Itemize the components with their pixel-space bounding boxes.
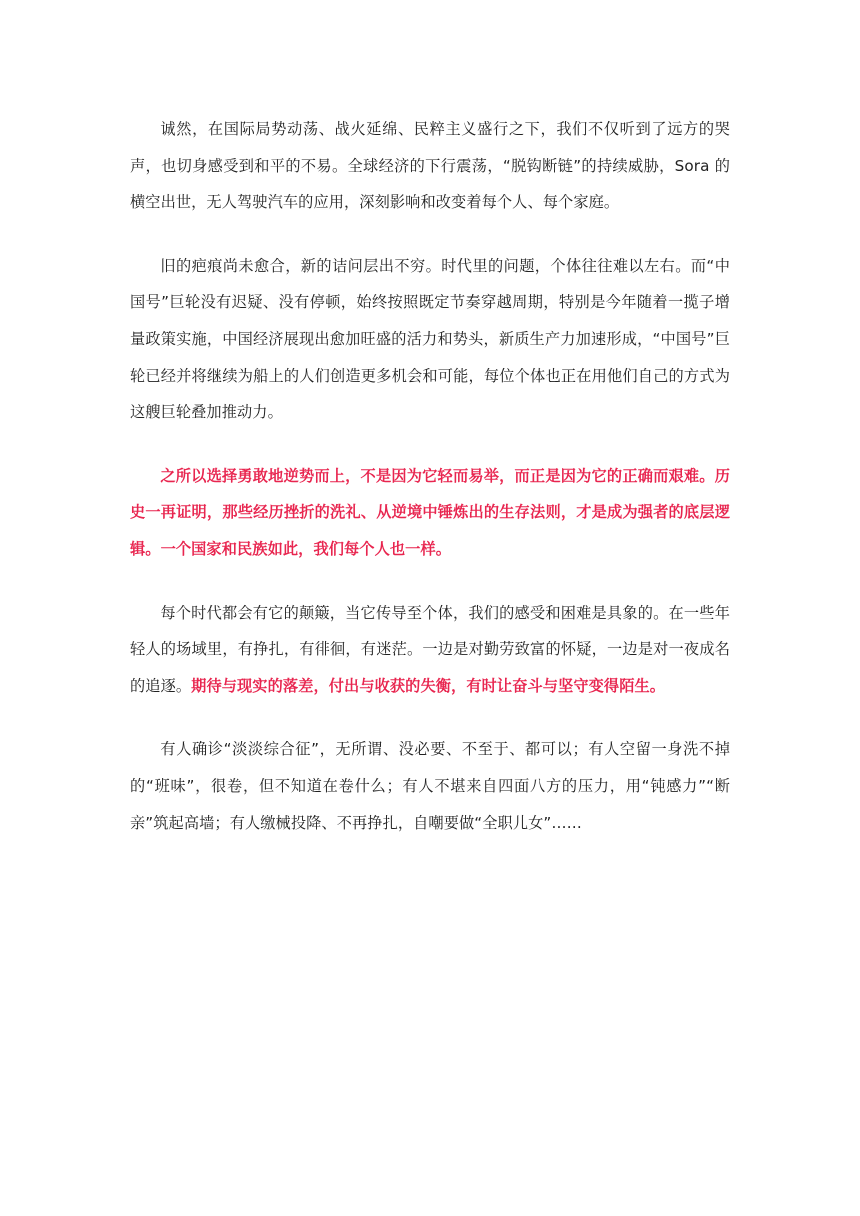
paragraph-5-text: 有人确诊“淡淡综合征”，无所谓、没必要、不至于、都可以；有人空留一身洗不掉的“班味”，很卷，但不知道在卷什么；有人不堪来自四面八方的压力，用“钝感力”“断亲”筑起高墙；有人缴械投降、不再挣扎，自嘲要做“全职儿女”…… bbox=[130, 740, 730, 832]
paragraph-3-text: 之所以选择勇敢地逆势而上，不是因为它轻而易举，而正是因为它的正确而艰难。历史一再证明，那些经历挫折的洗礼、从逆境中锤炼出的生存法则，才是成为强者的底层逻辑。一个国家和民族如此，我们每个人也一样。 bbox=[130, 466, 730, 558]
paragraph-1-text: 诚然，在国际局势动荡、战火延绵、民粹主义盛行之下，我们不仅听到了远方的哭声，也切身感受到和平的不易。全球经济的下行震荡，“脱钩断链”的持续威胁，Sora 的横空出世，无人驾驶汽车的应用，深刻影响和改变着每个人、每个家庭。 bbox=[130, 120, 730, 212]
paragraph-1 bbox=[130, 111, 730, 221]
paragraph-3-highlighted bbox=[130, 458, 730, 568]
paragraph-5 bbox=[130, 731, 730, 841]
paragraph-4-emphasis: 期待与现实的落差，付出与收获的失衡，有时让奋斗与坚守变得陌生。 bbox=[191, 676, 666, 695]
paragraph-4 bbox=[130, 595, 730, 705]
paragraph-2 bbox=[130, 248, 730, 431]
paragraph-2-text: 旧的疤痕尚未愈合，新的诘问层出不穷。时代里的问题，个体往往难以左右。而“中国号”巨轮没有迟疑、没有停顿，始终按照既定节奏穿越周期，特别是今年随着一揽子增量政策实施，中国经济展现出愈加旺盛的活力和势头，新质生产力加速形成，“中国号”巨轮已经并将继续为船上的人们创造更多机会和可能，每位个体也正在用他们自己的方式为这艘巨轮叠加推动力。 bbox=[130, 256, 730, 422]
article-body bbox=[130, 111, 730, 841]
paragraph-4-text: 每个时代都会有它的颠簸，当它传导至个体，我们的感受和困难是具象的。在一些年轻人的场域里，有挣扎，有徘徊，有迷茫。一边是对勤劳致富的怀疑，一边是对一夜成名的追逐。 bbox=[130, 603, 730, 695]
